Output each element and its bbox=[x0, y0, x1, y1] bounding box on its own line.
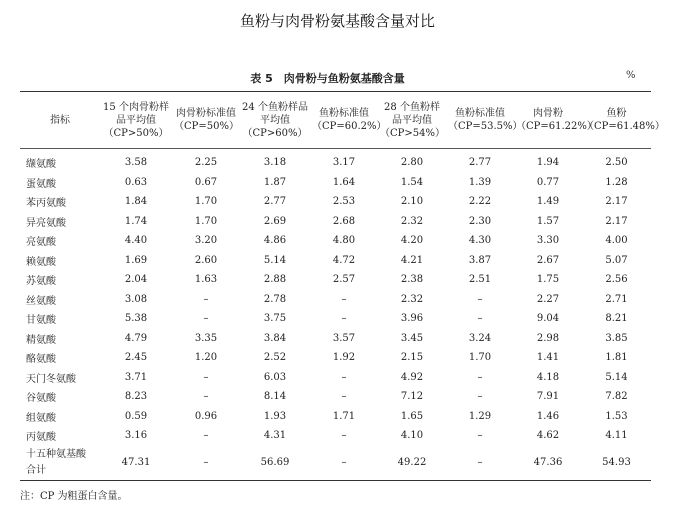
table-cell: 4.80 bbox=[332, 235, 356, 247]
table-cell: – bbox=[203, 371, 209, 383]
table-cell: – bbox=[341, 430, 347, 442]
table-cell: 4.20 bbox=[400, 235, 424, 247]
table-cell: 1.46 bbox=[536, 410, 560, 422]
total-cell: 49.22 bbox=[397, 457, 427, 468]
table-row bbox=[20, 387, 651, 407]
table-cell: 1.69 bbox=[124, 254, 148, 266]
table-row bbox=[20, 407, 651, 427]
table-row bbox=[20, 192, 651, 212]
table-cell: 3.17 bbox=[332, 157, 356, 169]
table-cell: 1.20 bbox=[194, 352, 218, 364]
row-label: 酪氨酸 bbox=[26, 354, 56, 366]
total-cell: – bbox=[341, 457, 347, 468]
row-label: 亮氨酸 bbox=[26, 237, 56, 249]
table-cell: 0.96 bbox=[194, 410, 218, 422]
table-cell: 3.57 bbox=[332, 332, 356, 344]
table-cell: 2.56 bbox=[605, 274, 628, 286]
table-cell: – bbox=[477, 313, 483, 325]
table-cell: 3.16 bbox=[124, 430, 148, 442]
table-row bbox=[20, 231, 651, 251]
total-label-line1: 十五种氨基酸 bbox=[26, 448, 86, 460]
row-label: 甘氨酸 bbox=[26, 315, 56, 327]
table-cell: 8.14 bbox=[263, 391, 287, 403]
table-cell: 3.85 bbox=[605, 332, 628, 344]
table-cell: 8.21 bbox=[605, 313, 628, 325]
table-cell: 1.41 bbox=[536, 352, 560, 364]
table-cell: 1.94 bbox=[536, 157, 560, 169]
row-label: 丙氨酸 bbox=[26, 432, 56, 444]
table-cell: 2.17 bbox=[605, 196, 628, 208]
table-cell: – bbox=[203, 313, 209, 325]
table-row bbox=[20, 290, 651, 310]
table-cell: 0.63 bbox=[124, 176, 148, 188]
table-cell: 4.21 bbox=[400, 254, 424, 266]
table-cell: 5.14 bbox=[263, 254, 287, 266]
row-label: 精氨酸 bbox=[26, 334, 56, 346]
table-cell: – bbox=[341, 371, 347, 383]
header-row bbox=[20, 92, 651, 149]
total-cell: – bbox=[203, 457, 209, 468]
table-cell: 4.79 bbox=[124, 332, 148, 344]
total-cell: 47.36 bbox=[533, 457, 563, 468]
table-cell: 3.87 bbox=[468, 254, 492, 266]
table-cell: – bbox=[477, 293, 483, 305]
col-header-mbm: 肉骨粉（CP=61.22%） bbox=[514, 92, 582, 149]
table-cell: 1.70 bbox=[468, 352, 492, 364]
table-cell: 7.82 bbox=[605, 391, 628, 403]
table-cell: 4.30 bbox=[468, 235, 492, 247]
table-cell: 4.62 bbox=[536, 430, 560, 442]
col-header-fishmeal-standard-53: 鱼粉标准值（CP=53.5%） bbox=[446, 92, 514, 149]
row-label: 苯丙氨酸 bbox=[26, 198, 66, 210]
col-header-fishmeal: 鱼粉（CP=61.48%） bbox=[582, 92, 651, 149]
table-cell: 1.28 bbox=[605, 176, 628, 188]
table-cell: – bbox=[477, 371, 483, 383]
table-cell: 4.72 bbox=[332, 254, 356, 266]
table-cell: 2.32 bbox=[400, 215, 424, 227]
table-cell: 3.35 bbox=[194, 332, 218, 344]
table-cell: 4.10 bbox=[400, 430, 424, 442]
table-cell: – bbox=[203, 391, 209, 403]
table-cell: 6.03 bbox=[263, 371, 287, 383]
table-cell: 7.91 bbox=[536, 391, 560, 403]
table-cell: 2.67 bbox=[536, 254, 560, 266]
table-cell: 1.39 bbox=[468, 176, 492, 188]
table-cell: 2.10 bbox=[400, 196, 424, 208]
table-cell: 4.00 bbox=[605, 235, 628, 247]
total-cell: – bbox=[477, 457, 483, 468]
row-label: 缬氨酸 bbox=[26, 159, 56, 171]
table-cell: – bbox=[203, 430, 209, 442]
total-label-line2: 合计 bbox=[26, 464, 46, 476]
table-cell: 2.04 bbox=[124, 274, 148, 286]
table-row bbox=[20, 426, 651, 446]
table-cell: 1.49 bbox=[536, 196, 560, 208]
table-cell: 2.22 bbox=[468, 196, 492, 208]
table-row bbox=[20, 348, 651, 368]
table-cell: 1.64 bbox=[332, 176, 356, 188]
table-row bbox=[20, 270, 651, 290]
table-row bbox=[20, 309, 651, 329]
table-cell: 2.80 bbox=[400, 157, 424, 169]
table-cell: 2.69 bbox=[263, 215, 287, 227]
table-cell: 2.30 bbox=[468, 215, 492, 227]
table-cell: – bbox=[477, 430, 483, 442]
amino-acid-table bbox=[20, 91, 665, 481]
table-cell: 1.70 bbox=[194, 196, 218, 208]
table-cell: 1.93 bbox=[263, 410, 287, 422]
row-label: 组氨酸 bbox=[26, 412, 56, 424]
table-cell: 4.92 bbox=[400, 371, 424, 383]
table-cell: 0.59 bbox=[124, 410, 148, 422]
table-cell: 0.77 bbox=[536, 176, 560, 188]
row-label: 异亮氨酸 bbox=[26, 217, 66, 229]
row-label: 苏氨酸 bbox=[26, 276, 56, 288]
table-cell: – bbox=[203, 293, 209, 305]
row-label: 丝氨酸 bbox=[26, 295, 56, 307]
table-cell: 9.04 bbox=[536, 313, 560, 325]
table-cell: 1.54 bbox=[400, 176, 424, 188]
table-cell: 3.71 bbox=[124, 371, 148, 383]
page-title: 鱼粉与肉骨粉氨基酸含量对比 bbox=[239, 12, 435, 30]
table-cell: 2.52 bbox=[263, 352, 287, 364]
table-cell: 2.98 bbox=[536, 332, 560, 344]
table-cell: 2.78 bbox=[263, 293, 287, 305]
table-cell: 3.18 bbox=[263, 157, 287, 169]
table-cell: 2.45 bbox=[124, 352, 148, 364]
table-cell: 4.86 bbox=[263, 235, 287, 247]
col-header-fishmeal-avg-54: 28 个鱼粉样品平均值（CP>54%） bbox=[378, 92, 446, 149]
table-cell: – bbox=[341, 391, 347, 403]
table-cell: 2.68 bbox=[332, 215, 356, 227]
table-cell: 5.07 bbox=[605, 254, 628, 266]
table-cell: 2.53 bbox=[332, 196, 356, 208]
table-cell: 2.77 bbox=[263, 196, 287, 208]
col-header-fishmeal-avg-60: 24 个鱼粉样品平均值（CP>60%） bbox=[240, 92, 310, 149]
row-label: 谷氨酸 bbox=[26, 393, 56, 405]
table-cell: 1.74 bbox=[124, 215, 148, 227]
table-cell: 2.32 bbox=[400, 293, 424, 305]
col-header-mbm-standard: 肉骨粉标准值（CP=50%） bbox=[172, 92, 240, 149]
table-cell: 1.70 bbox=[194, 215, 218, 227]
table-cell: 3.08 bbox=[124, 293, 148, 305]
table-cell: 1.75 bbox=[536, 274, 560, 286]
table-cell: 5.38 bbox=[124, 313, 148, 325]
col-header-fishmeal-standard-60: 鱼粉标准值（CP=60.2%） bbox=[310, 92, 378, 149]
table-cell: 1.57 bbox=[536, 215, 560, 227]
table-cell: 1.63 bbox=[194, 274, 218, 286]
table-cell: 3.24 bbox=[468, 332, 492, 344]
table-cell: 4.18 bbox=[536, 371, 560, 383]
table-cell: 3.84 bbox=[263, 332, 287, 344]
table-cell: 3.58 bbox=[124, 157, 148, 169]
table-cell: 3.30 bbox=[536, 235, 560, 247]
total-row bbox=[20, 446, 651, 480]
table-unit: % bbox=[626, 70, 636, 81]
total-cell: 56.69 bbox=[260, 457, 290, 468]
table-cell: 1.71 bbox=[332, 410, 356, 422]
col-header-indicator: 指标 bbox=[20, 92, 100, 149]
table-cell: 0.67 bbox=[194, 176, 218, 188]
table-cell: 4.40 bbox=[124, 235, 148, 247]
table-cell: – bbox=[477, 391, 483, 403]
table-cell: 1.87 bbox=[263, 176, 287, 188]
table-cell: 1.53 bbox=[605, 410, 628, 422]
table-cell: 2.50 bbox=[605, 157, 628, 169]
total-cell: 47.31 bbox=[121, 457, 151, 468]
table-cell: 2.38 bbox=[400, 274, 424, 286]
total-row-label bbox=[20, 446, 100, 480]
table-cell: 1.92 bbox=[332, 352, 356, 364]
table-cell: 4.31 bbox=[263, 430, 287, 442]
table-cell: 1.84 bbox=[124, 196, 148, 208]
table-cell: 2.51 bbox=[468, 274, 492, 286]
table-cell: 2.15 bbox=[400, 352, 424, 364]
table-row bbox=[20, 149, 651, 173]
total-cell: 54.93 bbox=[602, 457, 631, 468]
table-cell: 1.29 bbox=[468, 410, 492, 422]
table-cell: 2.27 bbox=[536, 293, 560, 305]
table-cell: – bbox=[341, 313, 347, 325]
table-cell: 1.65 bbox=[400, 410, 424, 422]
row-label: 赖氨酸 bbox=[26, 256, 56, 268]
table-cell: 2.25 bbox=[194, 157, 218, 169]
col-header-mbm-avg: 15 个肉骨粉样品平均值（CP>50%） bbox=[100, 92, 172, 149]
table-cell: 2.88 bbox=[263, 274, 287, 286]
table-cell: 4.11 bbox=[605, 430, 628, 442]
table-cell: 3.20 bbox=[194, 235, 218, 247]
table-cell: 3.96 bbox=[400, 313, 424, 325]
table-row bbox=[20, 329, 651, 349]
table-cell: – bbox=[341, 293, 347, 305]
table-cell: 8.23 bbox=[124, 391, 148, 403]
table-cell: 3.75 bbox=[263, 313, 287, 325]
table-cell: 3.45 bbox=[400, 332, 424, 344]
table-row bbox=[20, 173, 651, 193]
table-cell: 7.12 bbox=[400, 391, 424, 403]
table-row bbox=[20, 251, 651, 271]
table-cell: 2.77 bbox=[468, 157, 492, 169]
table-body bbox=[20, 149, 651, 480]
table-row bbox=[20, 368, 651, 388]
table-cell: 5.14 bbox=[605, 371, 628, 383]
amino-acid-table-grid bbox=[20, 92, 665, 480]
table-cell: 2.60 bbox=[194, 254, 218, 266]
row-label: 蛋氨酸 bbox=[26, 178, 56, 190]
table-cell: 2.71 bbox=[605, 293, 628, 305]
table-cell: 2.57 bbox=[332, 274, 356, 286]
row-label: 天门冬氨酸 bbox=[26, 373, 76, 385]
table-caption: 表 5 肉骨粉与鱼粉氨基酸含量 bbox=[250, 72, 405, 85]
table-row bbox=[20, 212, 651, 232]
table-cell: 2.17 bbox=[605, 215, 628, 227]
table-cell: 1.81 bbox=[605, 352, 628, 364]
footnote: 注：CP 为粗蛋白含量。 bbox=[20, 491, 128, 502]
